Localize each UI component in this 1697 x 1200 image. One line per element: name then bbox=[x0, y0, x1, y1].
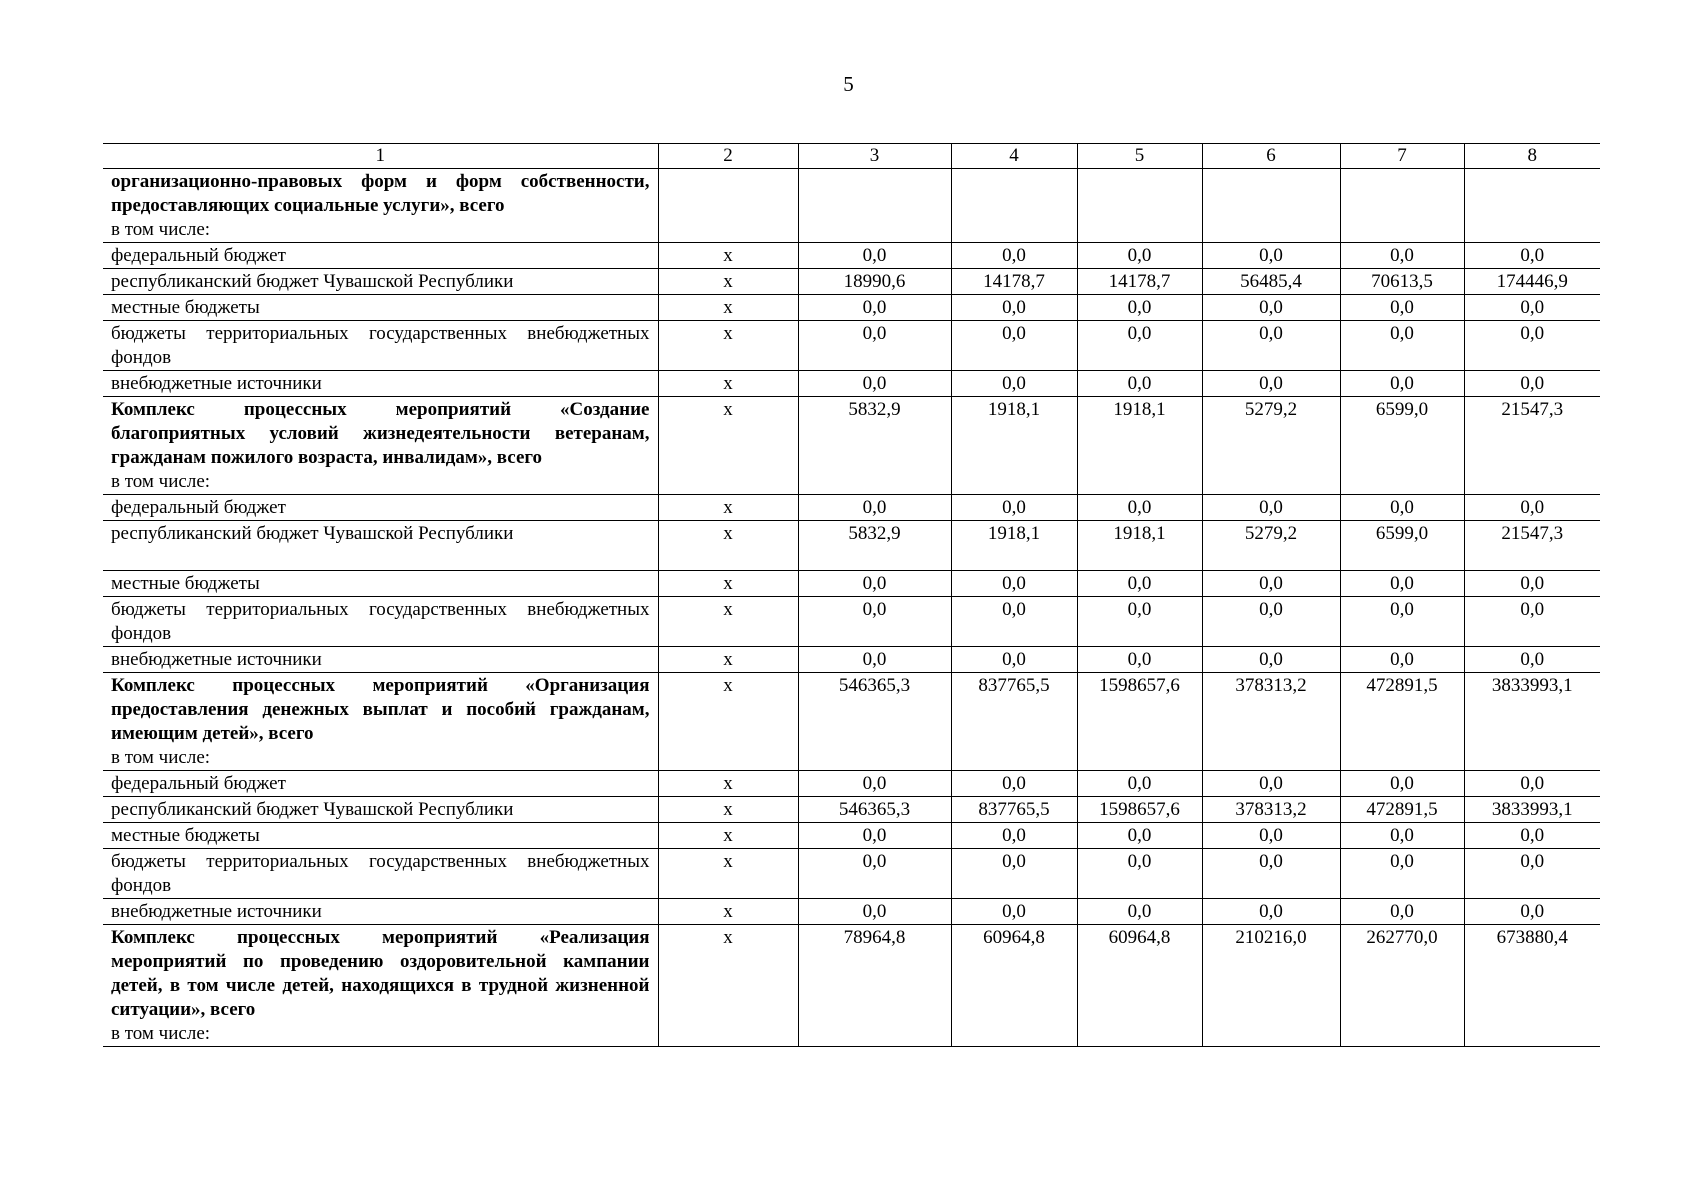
value-cell: 0,0 bbox=[798, 597, 951, 647]
value-cell: 6599,0 bbox=[1340, 521, 1464, 571]
row-label: местные бюджеты bbox=[103, 823, 658, 849]
value-cell: 0,0 bbox=[798, 571, 951, 597]
column-header: 2 bbox=[658, 144, 798, 169]
value-cell: 210216,0 bbox=[1202, 925, 1340, 1047]
budget-row bbox=[103, 899, 1600, 925]
value-cell: 0,0 bbox=[1202, 371, 1340, 397]
value-cell: 0,0 bbox=[1077, 571, 1202, 597]
value-cell: 1918,1 bbox=[1077, 521, 1202, 571]
value-cell: 0,0 bbox=[951, 647, 1077, 673]
code-cell: х bbox=[658, 521, 798, 571]
value-cell: 0,0 bbox=[1202, 823, 1340, 849]
value-cell: 0,0 bbox=[798, 371, 951, 397]
code-cell: х bbox=[658, 397, 798, 495]
value-cell: 378313,2 bbox=[1202, 673, 1340, 771]
value-cell: 0,0 bbox=[1077, 647, 1202, 673]
value-cell: 0,0 bbox=[951, 849, 1077, 899]
value-cell: 0,0 bbox=[1464, 243, 1600, 269]
value-cell: 0,0 bbox=[1340, 571, 1464, 597]
section-name-cell bbox=[103, 169, 658, 243]
value-cell: 18990,6 bbox=[798, 269, 951, 295]
code-cell: х bbox=[658, 295, 798, 321]
code-cell: х bbox=[658, 823, 798, 849]
row-label: бюджеты территориальных государственных внебюджетных фондов bbox=[103, 849, 658, 899]
value-cell: 1918,1 bbox=[1077, 397, 1202, 495]
value-cell: 0,0 bbox=[798, 647, 951, 673]
column-header: 4 bbox=[951, 144, 1077, 169]
value-cell: 0,0 bbox=[798, 243, 951, 269]
column-number-row bbox=[103, 144, 1600, 169]
value-cell: 14178,7 bbox=[1077, 269, 1202, 295]
value-cell: 0,0 bbox=[1340, 295, 1464, 321]
value-cell: 1918,1 bbox=[951, 397, 1077, 495]
budget-row bbox=[103, 269, 1600, 295]
value-cell: 0,0 bbox=[798, 849, 951, 899]
value-cell: 0,0 bbox=[1340, 849, 1464, 899]
value-cell: 0,0 bbox=[1340, 899, 1464, 925]
section-name-cell bbox=[103, 925, 658, 1047]
value-cell: 0,0 bbox=[951, 321, 1077, 371]
value-cell: 0,0 bbox=[798, 321, 951, 371]
value-cell: 21547,3 bbox=[1464, 521, 1600, 571]
value-cell: 0,0 bbox=[1077, 371, 1202, 397]
value-cell: 472891,5 bbox=[1340, 673, 1464, 771]
code-cell: х bbox=[658, 495, 798, 521]
row-label: местные бюджеты bbox=[103, 571, 658, 597]
value-cell: 0,0 bbox=[1202, 899, 1340, 925]
code-cell: х bbox=[658, 771, 798, 797]
budget-row bbox=[103, 771, 1600, 797]
value-cell: 0,0 bbox=[1077, 823, 1202, 849]
value-cell: 78964,8 bbox=[798, 925, 951, 1047]
section-row bbox=[103, 925, 1600, 1047]
value-cell: 3833993,1 bbox=[1464, 673, 1600, 771]
row-label: бюджеты территориальных государственных внебюджетных фондов bbox=[103, 321, 658, 371]
value-cell: 0,0 bbox=[1202, 495, 1340, 521]
section-subtitle: в том числе: bbox=[111, 1023, 211, 1044]
value-cell: 0,0 bbox=[1077, 321, 1202, 371]
row-label: местные бюджеты bbox=[103, 295, 658, 321]
row-label: бюджеты территориальных государственных внебюджетных фондов bbox=[103, 597, 658, 647]
value-cell: 0,0 bbox=[1464, 495, 1600, 521]
code-cell: х bbox=[658, 371, 798, 397]
budget-row bbox=[103, 321, 1600, 371]
value-cell: 0,0 bbox=[1340, 371, 1464, 397]
code-cell: х bbox=[658, 269, 798, 295]
section-row bbox=[103, 397, 1600, 495]
row-label: федеральный бюджет bbox=[103, 771, 658, 797]
value-cell: 0,0 bbox=[798, 495, 951, 521]
value-cell: 0,0 bbox=[951, 771, 1077, 797]
budget-row bbox=[103, 371, 1600, 397]
value-cell: 0,0 bbox=[798, 823, 951, 849]
budget-row bbox=[103, 823, 1600, 849]
budget-row bbox=[103, 295, 1600, 321]
value-cell bbox=[1202, 169, 1340, 243]
budget-row bbox=[103, 495, 1600, 521]
value-cell bbox=[1464, 169, 1600, 243]
budget-row bbox=[103, 571, 1600, 597]
value-cell: 0,0 bbox=[1464, 823, 1600, 849]
section-name-cell bbox=[103, 397, 658, 495]
code-cell bbox=[658, 169, 798, 243]
code-cell: х bbox=[658, 899, 798, 925]
value-cell: 0,0 bbox=[798, 771, 951, 797]
page-number: 5 bbox=[843, 72, 854, 96]
value-cell: 378313,2 bbox=[1202, 797, 1340, 823]
value-cell: 262770,0 bbox=[1340, 925, 1464, 1047]
budget-row bbox=[103, 597, 1600, 647]
value-cell: 0,0 bbox=[1340, 771, 1464, 797]
value-cell: 0,0 bbox=[1202, 849, 1340, 899]
value-cell: 0,0 bbox=[798, 899, 951, 925]
row-label: внебюджетные источники bbox=[103, 647, 658, 673]
value-cell: 0,0 bbox=[1464, 571, 1600, 597]
value-cell: 673880,4 bbox=[1464, 925, 1600, 1047]
value-cell: 0,0 bbox=[1202, 597, 1340, 647]
code-cell: х bbox=[658, 849, 798, 899]
section-title: Комплекс процессных мероприятий «Реализация мероприятий по проведению оздоровительной кампании детей, в том числе детей, находящихся в трудной жизненной ситуации», всего bbox=[111, 927, 650, 1020]
value-cell: 837765,5 bbox=[951, 673, 1077, 771]
budget-row bbox=[103, 647, 1600, 673]
code-cell: х bbox=[658, 673, 798, 771]
section-subtitle: в том числе: bbox=[111, 219, 211, 240]
value-cell: 3833993,1 bbox=[1464, 797, 1600, 823]
value-cell: 5279,2 bbox=[1202, 397, 1340, 495]
row-label: республиканский бюджет Чувашской Республики bbox=[103, 521, 658, 571]
value-cell: 21547,3 bbox=[1464, 397, 1600, 495]
row-label: федеральный бюджет bbox=[103, 243, 658, 269]
code-cell: х bbox=[658, 243, 798, 269]
value-cell: 0,0 bbox=[1202, 647, 1340, 673]
budget-table bbox=[103, 143, 1600, 1047]
value-cell: 0,0 bbox=[1077, 849, 1202, 899]
value-cell: 0,0 bbox=[1077, 899, 1202, 925]
value-cell: 70613,5 bbox=[1340, 269, 1464, 295]
value-cell: 0,0 bbox=[1464, 771, 1600, 797]
value-cell: 60964,8 bbox=[951, 925, 1077, 1047]
value-cell: 1598657,6 bbox=[1077, 797, 1202, 823]
value-cell: 0,0 bbox=[1464, 597, 1600, 647]
section-title: организационно-правовых форм и форм собственности, предоставляющих социальные услуги», всего bbox=[111, 171, 650, 216]
value-cell: 0,0 bbox=[1464, 371, 1600, 397]
value-cell: 0,0 bbox=[1464, 321, 1600, 371]
column-header: 6 bbox=[1202, 144, 1340, 169]
value-cell: 0,0 bbox=[1202, 771, 1340, 797]
value-cell bbox=[798, 169, 951, 243]
value-cell: 0,0 bbox=[1077, 495, 1202, 521]
column-header: 7 bbox=[1340, 144, 1464, 169]
row-label: внебюджетные источники bbox=[103, 371, 658, 397]
column-header: 5 bbox=[1077, 144, 1202, 169]
value-cell: 56485,4 bbox=[1202, 269, 1340, 295]
value-cell bbox=[1340, 169, 1464, 243]
value-cell: 0,0 bbox=[1464, 647, 1600, 673]
value-cell: 0,0 bbox=[1077, 243, 1202, 269]
section-title: Комплекс процессных мероприятий «Организация предоставления денежных выплат и пособий гражданам, имеющим детей», всего bbox=[111, 675, 650, 744]
value-cell: 472891,5 bbox=[1340, 797, 1464, 823]
value-cell: 546365,3 bbox=[798, 673, 951, 771]
row-label: республиканский бюджет Чувашской Республики bbox=[103, 269, 658, 295]
value-cell: 0,0 bbox=[951, 495, 1077, 521]
row-label: внебюджетные источники bbox=[103, 899, 658, 925]
value-cell: 6599,0 bbox=[1340, 397, 1464, 495]
section-subtitle: в том числе: bbox=[111, 471, 211, 492]
value-cell: 0,0 bbox=[951, 571, 1077, 597]
value-cell: 0,0 bbox=[1464, 295, 1600, 321]
column-header: 3 bbox=[798, 144, 951, 169]
value-cell: 5832,9 bbox=[798, 397, 951, 495]
budget-row bbox=[103, 797, 1600, 823]
section-row bbox=[103, 673, 1600, 771]
value-cell: 0,0 bbox=[951, 823, 1077, 849]
section-row bbox=[103, 169, 1600, 243]
value-cell: 0,0 bbox=[1340, 243, 1464, 269]
value-cell: 0,0 bbox=[1340, 495, 1464, 521]
value-cell: 1918,1 bbox=[951, 521, 1077, 571]
row-label: республиканский бюджет Чувашской Республики bbox=[103, 797, 658, 823]
value-cell: 0,0 bbox=[951, 295, 1077, 321]
value-cell bbox=[951, 169, 1077, 243]
column-header: 1 bbox=[103, 144, 658, 169]
code-cell: х bbox=[658, 571, 798, 597]
value-cell: 0,0 bbox=[1340, 321, 1464, 371]
code-cell: х bbox=[658, 321, 798, 371]
column-header: 8 bbox=[1464, 144, 1600, 169]
row-label: федеральный бюджет bbox=[103, 495, 658, 521]
value-cell: 14178,7 bbox=[951, 269, 1077, 295]
value-cell: 0,0 bbox=[1202, 321, 1340, 371]
value-cell: 0,0 bbox=[951, 597, 1077, 647]
section-subtitle: в том числе: bbox=[111, 747, 211, 768]
code-cell: х bbox=[658, 597, 798, 647]
code-cell: х bbox=[658, 797, 798, 823]
value-cell: 60964,8 bbox=[1077, 925, 1202, 1047]
value-cell: 0,0 bbox=[1202, 295, 1340, 321]
value-cell: 1598657,6 bbox=[1077, 673, 1202, 771]
value-cell: 0,0 bbox=[1340, 823, 1464, 849]
code-cell: х bbox=[658, 647, 798, 673]
value-cell: 0,0 bbox=[798, 295, 951, 321]
table-body bbox=[103, 169, 1600, 1047]
budget-row bbox=[103, 243, 1600, 269]
value-cell: 837765,5 bbox=[951, 797, 1077, 823]
value-cell: 0,0 bbox=[1202, 243, 1340, 269]
value-cell: 5279,2 bbox=[1202, 521, 1340, 571]
value-cell: 0,0 bbox=[1077, 295, 1202, 321]
value-cell: 174446,9 bbox=[1464, 269, 1600, 295]
section-name-cell bbox=[103, 673, 658, 771]
value-cell: 0,0 bbox=[1202, 571, 1340, 597]
budget-row bbox=[103, 521, 1600, 571]
value-cell: 0,0 bbox=[1077, 771, 1202, 797]
value-cell bbox=[1077, 169, 1202, 243]
value-cell: 0,0 bbox=[951, 371, 1077, 397]
value-cell: 0,0 bbox=[1464, 849, 1600, 899]
section-title: Комплекс процессных мероприятий «Создание благоприятных условий жизнедеятельности ветеранам, гражданам пожилого возраста, инвалидам», всего bbox=[111, 399, 650, 468]
budget-row bbox=[103, 849, 1600, 899]
value-cell: 0,0 bbox=[951, 899, 1077, 925]
value-cell: 5832,9 bbox=[798, 521, 951, 571]
value-cell: 0,0 bbox=[951, 243, 1077, 269]
value-cell: 0,0 bbox=[1340, 597, 1464, 647]
value-cell: 0,0 bbox=[1077, 597, 1202, 647]
value-cell: 0,0 bbox=[1464, 899, 1600, 925]
code-cell: х bbox=[658, 925, 798, 1047]
value-cell: 0,0 bbox=[1340, 647, 1464, 673]
value-cell: 546365,3 bbox=[798, 797, 951, 823]
